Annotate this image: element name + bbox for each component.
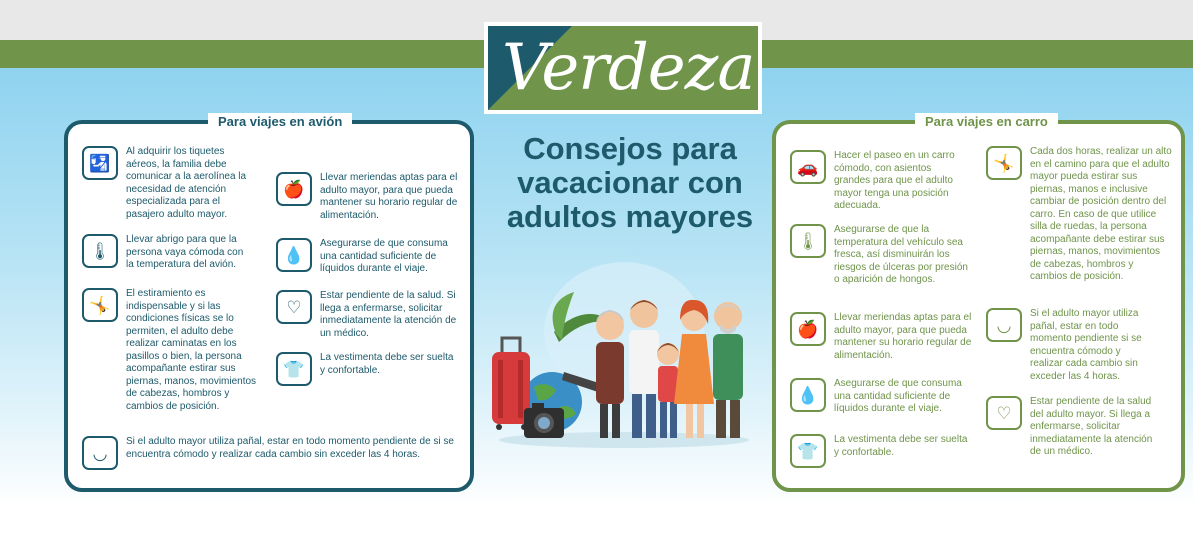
lunchbox-icon: 🍎	[790, 312, 826, 346]
car-panel-title: Para viajes en carro	[915, 113, 1058, 131]
plane-tip-stretching: 🤸 El estiramiento es indispensable y si las condiciones físicas se lo permiten, el adulto debe realizar caminatas en los pasillos o bien, la persona acompañante estirar sus piernas, manos, movimientos de cabezas, hombros y cambios de posición.	[82, 288, 262, 413]
car-icon: 🚗	[790, 150, 826, 184]
heart-pulse-icon: ♡	[986, 396, 1022, 430]
car-tip-health: ♡ Estar pendiente de la salud del adulto mayor. Si llega a enfermarse, solicitar inmediatamente la atención de un médico.	[986, 396, 1166, 459]
plane-tip-tickets: 🛂 Al adquirir los tiquetes aéreos, la familia debe comunicar a la aerolínea la necesidad de atención especializada para el pasajero adulto mayor.	[82, 146, 252, 221]
thermometer-icon: 🌡	[82, 234, 118, 268]
verdeza-logo	[484, 22, 762, 114]
lunchbox-icon: 🍎	[276, 172, 312, 206]
stretching-icon: 🤸	[82, 288, 118, 322]
car-tip-stops: 🤸 Cada dos horas, realizar un alto en el camino para que el adulto mayor pueda estirar sus piernas, manos e inclusive cambiar de posición dentro del carro. En caso de que utilice silla de ruedas, la persona acompañante debe estirar sus piernas, manos, movimientos de cabezas, hombros y cambios de posición.	[986, 146, 1172, 284]
tshirt-icon: 👕	[790, 434, 826, 468]
heart-pulse-icon: ♡	[276, 290, 312, 324]
stretching-icon: 🤸	[986, 146, 1022, 180]
plane-panel-title: Para viajes en avión	[208, 113, 352, 131]
plane-tip-health: ♡ Estar pendiente de la salud. Si llega a enfermarse, solicitar inmediatamente la atención de un médico.	[276, 290, 460, 340]
page-title: Consejos para vacacionar con adultos mayores	[506, 131, 754, 234]
car-tip-snacks: 🍎 Llevar meriendas aptas para el adulto mayor, para que pueda mantener su horario regular de alimentación.	[790, 312, 972, 362]
car-tip-diaper: ◡ Si el adulto mayor utiliza pañal, estar en todo momento pendiente si se encuentra cómodo y realizar cada cambio sin exceder las 4 horas.	[986, 308, 1156, 383]
car-tip-liquids: 💧 Asegurarse de que consuma una cantidad suficiente de líquidos durante el viaje.	[790, 378, 972, 416]
car-tip-temperature: 🌡 Asegurarse de que la temperatura del vehículo sea fresca, así disminuirán los riesgos de úlceras por presión o aparición de hongos.	[790, 224, 972, 287]
car-tip-clothing: 👕 La vestimenta debe ser suelta y confortable.	[790, 434, 972, 468]
car-tip-comfortable-car: 🚗 Hacer el paseo en un carro cómodo, con asientos grandes para que el adulto mayor tenga una posición adecuada.	[790, 150, 968, 213]
passport-icon: 🛂	[82, 146, 118, 180]
plane-tip-coat: 🌡 Llevar abrigo para que la persona vaya cómoda con la temperatura del avión.	[82, 234, 252, 272]
plane-tip-clothing: 👕 La vestimenta debe ser suelta y confortable.	[276, 352, 460, 386]
family-travel-illustration	[484, 262, 754, 452]
water-glass-icon: 💧	[276, 238, 312, 272]
logo-wordmark: Verdeza	[502, 31, 755, 105]
plane-tip-liquids: 💧 Asegurarse de que consuma una cantidad suficiente de líquidos durante el viaje.	[276, 238, 460, 276]
thermometer-icon: 🌡	[790, 224, 826, 258]
car-tips-panel	[772, 114, 1185, 492]
diaper-icon: ◡	[986, 308, 1022, 342]
diaper-icon: ◡	[82, 436, 118, 470]
tshirt-icon: 👕	[276, 352, 312, 386]
water-glass-icon: 💧	[790, 378, 826, 412]
plane-tip-diaper: ◡ Si el adulto mayor utiliza pañal, estar en todo momento pendiente de si se encuentra cómodo y realizar cada cambio sin exceder las 4 horas.	[82, 436, 456, 470]
plane-tips-panel	[64, 114, 474, 492]
plane-tip-snacks: 🍎 Llevar meriendas aptas para el adulto mayor, para que pueda mantener su horario regular de alimentación.	[276, 172, 460, 222]
